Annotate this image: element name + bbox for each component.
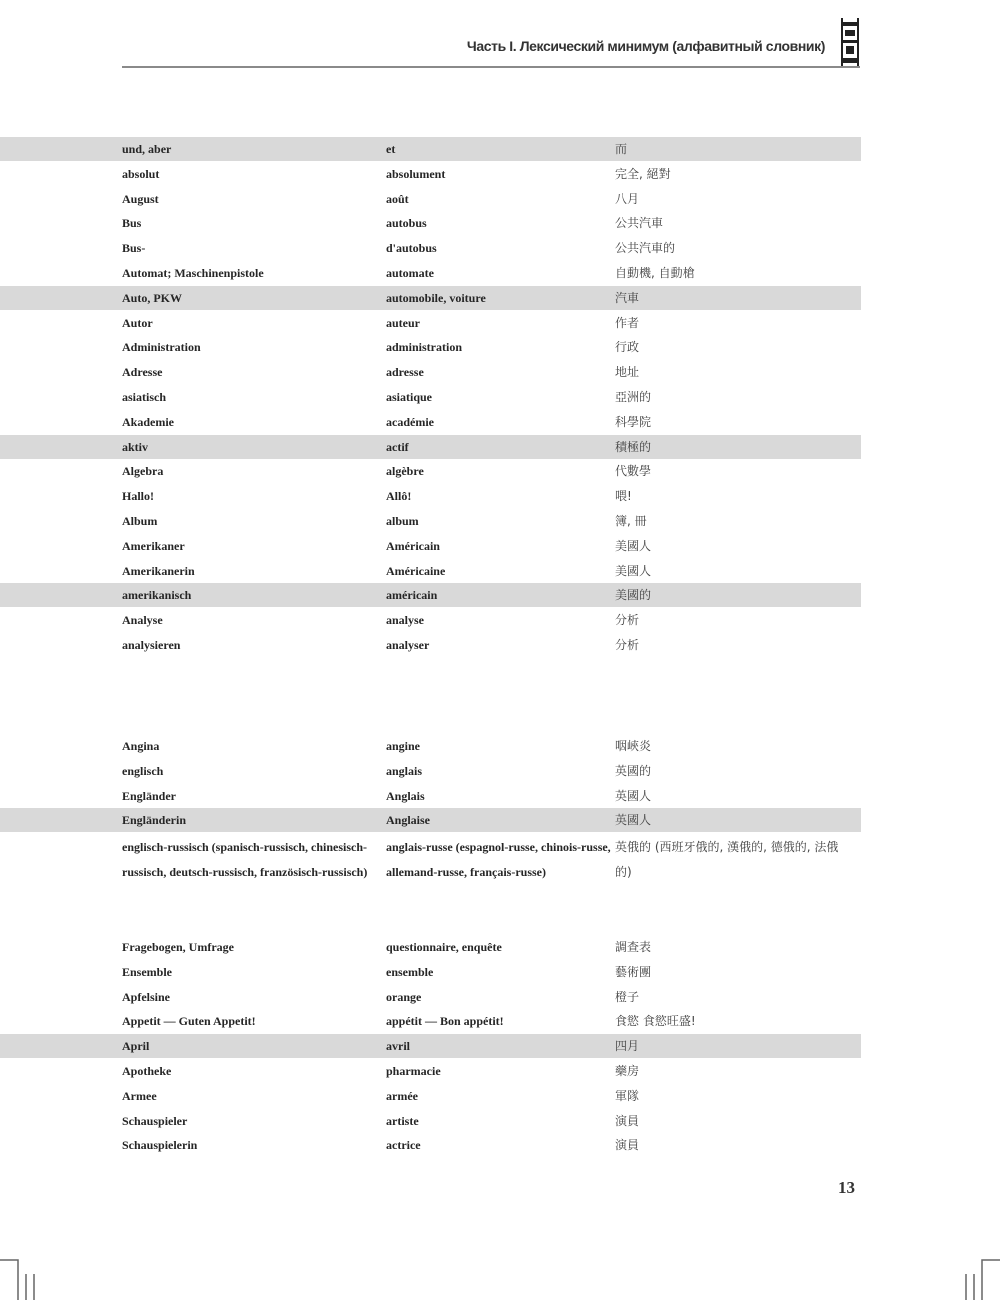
chinese-term: 行政	[615, 340, 640, 354]
table-row	[0, 1133, 861, 1157]
french-term: automate	[386, 266, 434, 280]
chinese-term: 橙子	[615, 990, 640, 1004]
german-term: aktiv	[122, 440, 149, 454]
chinese-term: 八月	[615, 192, 640, 206]
crop-mark-left-icon	[0, 1252, 40, 1300]
table-row	[0, 286, 861, 310]
french-term: avril	[386, 1039, 410, 1053]
german-term: Algebra	[122, 464, 164, 478]
french-term: analyse	[386, 613, 425, 627]
table-row	[0, 759, 861, 783]
page-number: 13	[838, 1178, 855, 1197]
french-term: anglais-russe (espagnol-russe, chinois-russe, allemand-russe, français-russe)	[386, 840, 611, 879]
chinese-term: 公共汽車	[615, 216, 664, 230]
chinese-term: 藥房	[615, 1064, 640, 1078]
german-term: Bus-	[122, 241, 146, 255]
chinese-term: 公共汽車的	[615, 241, 676, 255]
german-term: Album	[122, 514, 158, 528]
french-term: Anglais	[386, 789, 425, 803]
table-row	[0, 808, 861, 832]
french-term: actif	[386, 440, 409, 454]
chinese-term: 美國人	[615, 564, 652, 578]
table-row	[0, 734, 861, 758]
german-term: Appetit — Guten Appetit!	[122, 1014, 256, 1028]
french-term: armée	[386, 1089, 418, 1103]
chinese-term: 代數學	[615, 464, 652, 478]
french-term: et	[386, 142, 396, 156]
table-row	[0, 385, 861, 409]
table-row	[0, 960, 861, 984]
chinese-term: 美國人	[615, 539, 652, 553]
running-header-title: Часть I. Лексический минимум (алфавитный словник)	[466, 38, 825, 54]
german-term: Amerikaner	[122, 539, 185, 553]
french-term: Américain	[386, 539, 440, 553]
french-term: ensemble	[386, 965, 434, 979]
chinese-term: 英國人	[615, 813, 652, 827]
table-row	[0, 1009, 861, 1033]
chinese-term: 軍隊	[615, 1089, 640, 1103]
table-row	[0, 784, 861, 808]
table-row	[0, 435, 861, 459]
french-term: août	[386, 192, 409, 206]
french-term: angine	[386, 739, 421, 753]
german-term: Analyse	[122, 613, 163, 627]
french-term: auteur	[386, 316, 420, 330]
french-term: absolument	[386, 167, 446, 181]
chinese-term: 食慾 食慾旺盛!	[615, 1014, 696, 1028]
chinese-term: 完全, 絕對	[615, 167, 671, 181]
german-term: asiatisch	[122, 390, 167, 404]
german-term: amerikanisch	[122, 588, 192, 602]
german-term: englisch-russisch (spanisch-russisch, chinesisch-russisch, deutsch-russisch, französisch-russisch)	[122, 840, 368, 879]
french-term: appétit — Bon appétit!	[386, 1014, 504, 1028]
table-row	[0, 236, 861, 260]
chinese-term: 美國的	[615, 588, 652, 602]
table-row	[0, 187, 861, 211]
french-term: album	[386, 514, 419, 528]
german-term: Engländer	[122, 789, 177, 803]
table-row	[0, 608, 861, 632]
french-term: anglais	[386, 764, 423, 778]
german-term: Engländerin	[122, 813, 187, 827]
table-row	[0, 633, 861, 657]
german-term: Amerikanerin	[122, 564, 195, 578]
table-row	[0, 559, 861, 583]
french-term: asiatique	[386, 390, 433, 404]
german-term: Akademie	[122, 415, 174, 429]
german-term: Ensemble	[122, 965, 173, 979]
chinese-term: 咽峽炎	[615, 739, 652, 753]
chinese-term: 簿, 冊	[615, 514, 647, 528]
french-term: algèbre	[386, 464, 424, 478]
german-term: Autor	[122, 316, 153, 330]
table-row	[0, 935, 861, 959]
chinese-term: 演員	[615, 1114, 640, 1128]
table-row	[0, 534, 861, 558]
french-term: adresse	[386, 365, 424, 379]
table-row	[0, 1109, 861, 1133]
german-term: August	[122, 192, 159, 206]
french-term: administration	[386, 340, 463, 354]
table-row	[0, 509, 861, 533]
german-term: Armee	[122, 1089, 157, 1103]
chinese-term: 亞洲的	[615, 390, 652, 404]
german-term: Apotheke	[122, 1064, 172, 1078]
chinese-term: 四月	[615, 1039, 640, 1053]
german-term: Automat; Maschinenpistole	[122, 266, 264, 280]
table-row	[0, 137, 861, 161]
french-term: américain	[386, 588, 438, 602]
german-term: Apfelsine	[122, 990, 170, 1004]
french-term: orange	[386, 990, 422, 1004]
french-term: pharmacie	[386, 1064, 441, 1078]
german-term: Bus	[122, 216, 142, 230]
french-term: artiste	[386, 1114, 419, 1128]
french-term: analyser	[386, 638, 430, 652]
german-term: Hallo!	[122, 489, 154, 503]
german-term: Auto, PKW	[122, 291, 182, 305]
chinese-term: 英國人	[615, 789, 652, 803]
german-term: Fragebogen, Umfrage	[122, 940, 234, 954]
chinese-term: 演員	[615, 1138, 640, 1152]
chinese-term: 分析	[615, 638, 640, 652]
chinese-term: 英國的	[615, 764, 652, 778]
german-term: Schauspieler	[122, 1114, 188, 1128]
crop-mark-right-icon	[960, 1252, 1000, 1300]
french-term: académie	[386, 415, 434, 429]
german-term: April	[122, 1039, 150, 1053]
german-term: Adresse	[122, 365, 163, 379]
chinese-term: 自動機, 自動槍	[615, 266, 695, 280]
chinese-term: 藝術團	[615, 965, 652, 979]
table-row	[0, 835, 861, 915]
french-term: autobus	[386, 216, 427, 230]
chinese-term: 分析	[615, 613, 640, 627]
table-row	[0, 360, 861, 384]
table-row	[0, 261, 861, 285]
table-row	[0, 985, 861, 1009]
french-term: d'autobus	[386, 241, 437, 255]
german-term: Angina	[122, 739, 160, 753]
table-row	[0, 583, 861, 607]
french-term: actrice	[386, 1138, 421, 1152]
german-term: englisch	[122, 764, 164, 778]
chinese-term: 而	[615, 142, 628, 156]
table-row	[0, 1084, 861, 1108]
french-term: Américaine	[386, 564, 446, 578]
table-row	[0, 1034, 861, 1058]
german-term: Administration	[122, 340, 201, 354]
chinese-term: 調查表	[615, 940, 652, 954]
chinese-term: 汽車	[615, 291, 640, 305]
table-row	[0, 335, 861, 359]
french-term: automobile, voiture	[386, 291, 486, 305]
french-term: Anglaise	[386, 813, 431, 827]
german-term: analysieren	[122, 638, 181, 652]
table-row	[0, 211, 861, 235]
chinese-term: 科學院	[615, 415, 652, 429]
german-term: absolut	[122, 167, 160, 181]
table-row	[0, 484, 861, 508]
chinese-term: 積極的	[615, 440, 652, 454]
table-row	[0, 459, 861, 483]
chinese-term: 英俄的 (西班牙俄的, 漢俄的, 德俄的, 法俄的)	[615, 840, 839, 879]
german-term: und, aber	[122, 142, 172, 156]
table-row	[0, 410, 861, 434]
chinese-term: 喂!	[615, 489, 632, 503]
french-term: questionnaire, enquête	[386, 940, 502, 954]
chinese-term: 作者	[615, 316, 640, 330]
table-row	[0, 1059, 861, 1083]
table-row	[0, 311, 861, 335]
chinese-term: 地址	[615, 365, 640, 379]
french-term: Allô!	[386, 489, 412, 503]
german-term: Schauspielerin	[122, 1138, 198, 1152]
table-row	[0, 162, 861, 186]
